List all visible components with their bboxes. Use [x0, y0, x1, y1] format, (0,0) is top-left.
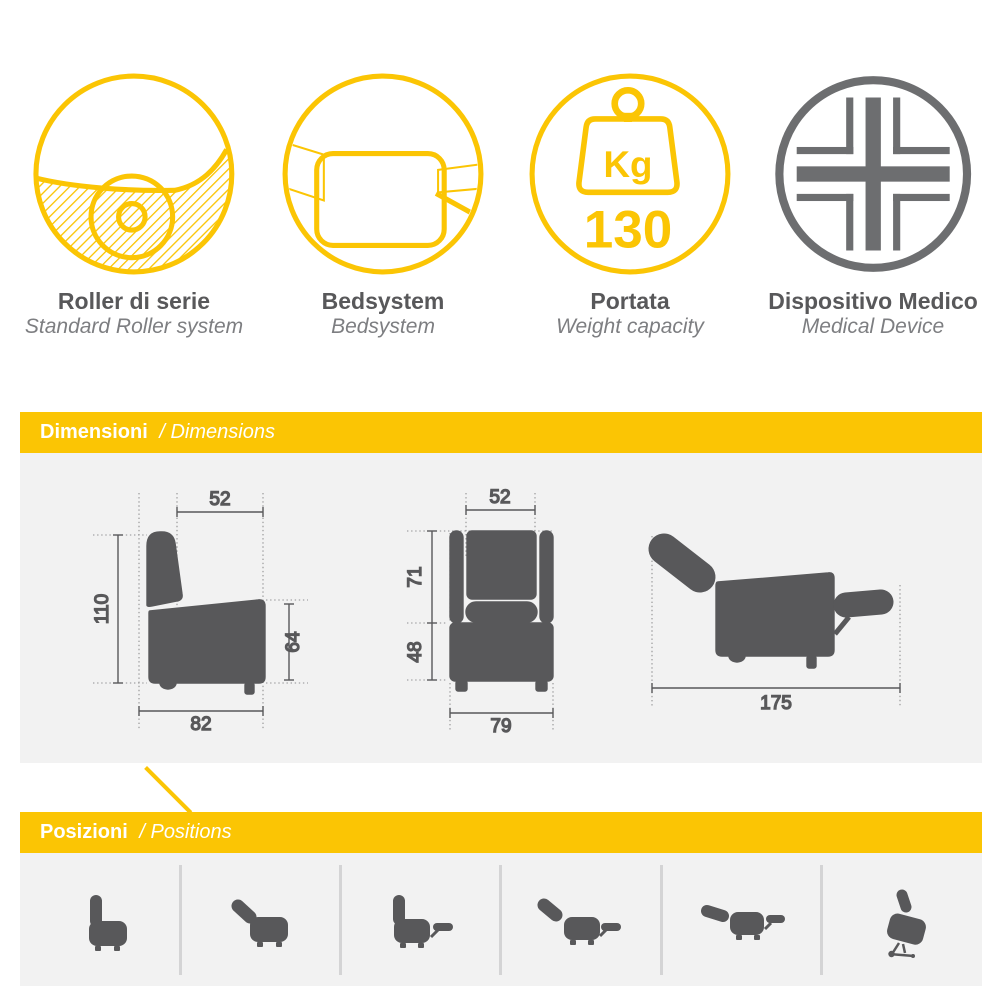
positions-panel — [20, 853, 982, 986]
position-back-reclined — [180, 853, 340, 986]
position-fully-reclined — [661, 853, 821, 986]
position-back-reclined-footrest-icon — [501, 853, 661, 986]
position-lift-standing — [822, 853, 982, 986]
weight-value: 130 — [583, 200, 673, 260]
feature-title: Dispositivo Medico — [768, 288, 978, 314]
feature-title: Portata — [590, 288, 670, 314]
feature-weight-capacity — [528, 72, 732, 339]
feature-title: Roller di serie — [57, 288, 211, 314]
dim-length: 175 — [760, 693, 792, 714]
dimensions-subtitle: / Dimensions — [159, 421, 275, 443]
bedsystem-icon — [281, 72, 485, 276]
position-upright-icon — [20, 853, 180, 986]
feature-subtitle: Bedsystem — [331, 315, 435, 339]
dim-height: 110 — [92, 593, 113, 625]
kg-label: Kg — [603, 144, 653, 186]
chair-side-upright — [147, 532, 265, 694]
dim-width-top: 52 — [209, 489, 231, 510]
position-fully-reclined-icon — [661, 853, 821, 986]
dim-depth: 82 — [190, 714, 212, 735]
dimensions-header — [20, 412, 982, 453]
dim-width: 79 — [490, 716, 512, 737]
positions-header — [20, 812, 982, 853]
weight-capacity-icon — [528, 72, 732, 276]
medical-cross-icon — [771, 72, 975, 276]
dim-seat-height: 64 — [283, 631, 304, 653]
section-connector-line — [145, 766, 193, 814]
diagram-side-view-reclined — [630, 513, 930, 723]
position-footrest-extended-icon — [341, 853, 501, 986]
dimensions-panel — [20, 453, 982, 763]
feature-title: Bedsystem — [321, 288, 445, 314]
position-back-reclined-icon — [180, 853, 340, 986]
dim-back-height: 71 — [405, 566, 426, 588]
diagram-front-view — [400, 478, 620, 738]
feature-subtitle: Standard Roller system — [24, 315, 244, 339]
position-back-reclined-footrest — [501, 853, 661, 986]
diagram-side-view-upright — [90, 478, 320, 738]
positions-subtitle: / Positions — [139, 821, 232, 843]
dim-width-top: 52 — [489, 487, 511, 508]
dim-base-height: 48 — [405, 641, 426, 663]
feature-subtitle: Weight capacity — [556, 315, 704, 339]
chair-side-reclined — [664, 549, 881, 668]
roller-icon — [32, 72, 236, 276]
positions-title: Posizioni — [40, 821, 128, 843]
feature-subtitle: Medical Device — [801, 315, 945, 339]
feature-bedsystem — [281, 72, 485, 339]
feature-roller — [25, 72, 243, 339]
dim-lines — [652, 683, 900, 693]
feature-medical-device — [768, 72, 978, 339]
positions-section — [20, 812, 982, 986]
position-footrest-extended — [341, 853, 501, 986]
dimensions-title: Dimensioni — [40, 421, 148, 443]
dimensions-section — [20, 412, 982, 763]
position-upright — [20, 853, 180, 986]
position-lift-standing-icon — [822, 853, 982, 986]
